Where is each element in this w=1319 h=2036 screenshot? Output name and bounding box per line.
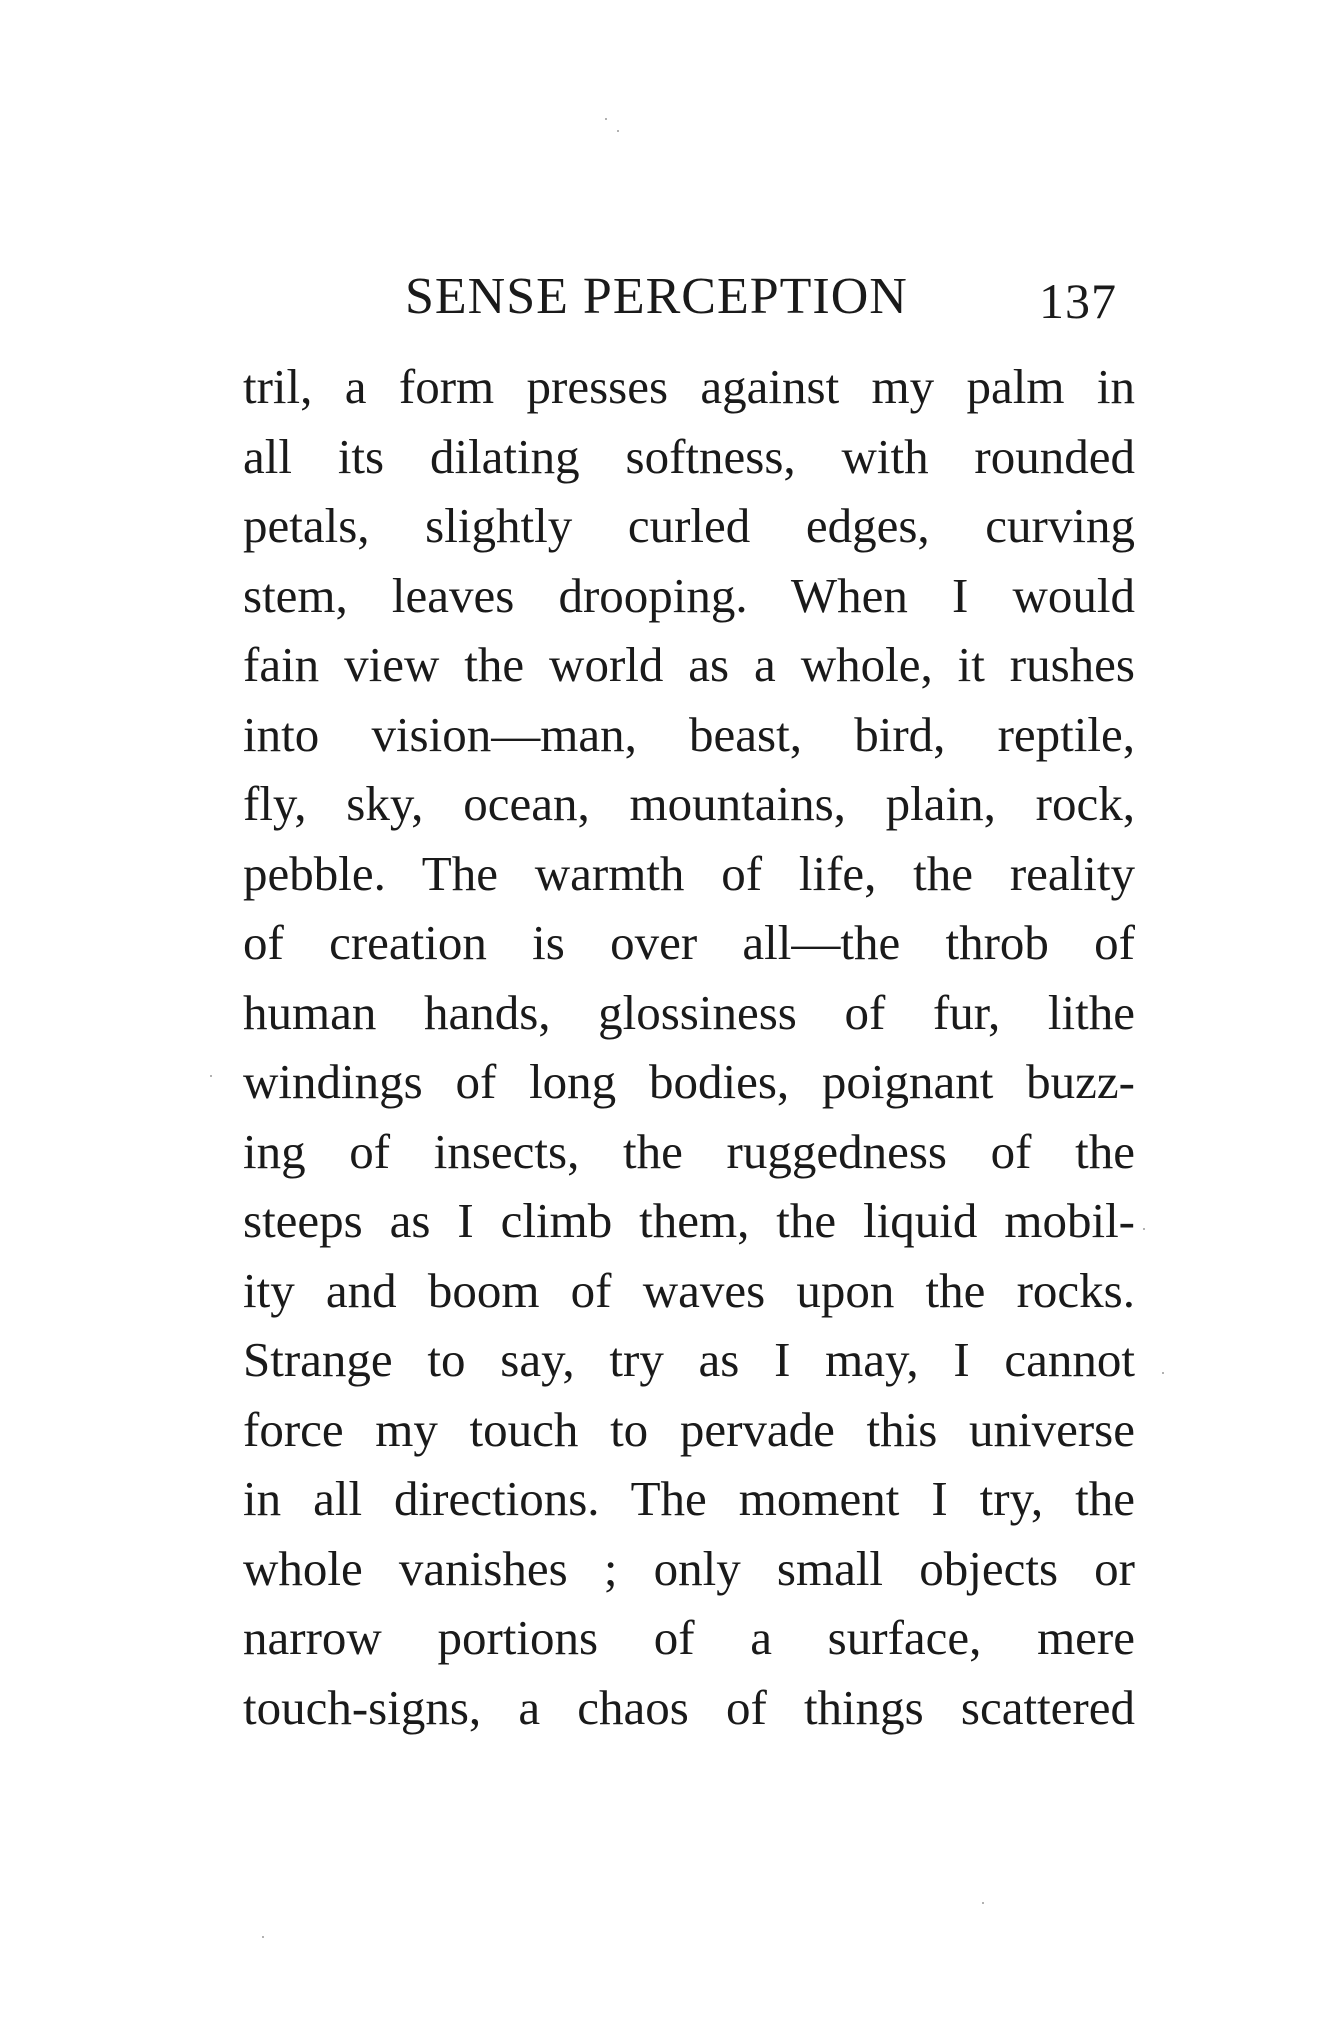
text-line: Strange to say, try as I may, I cannot xyxy=(243,1332,1135,1387)
running-head-title: SENSE PERCEPTION xyxy=(405,268,908,325)
text-line: whole vanishes ; only small objects or xyxy=(243,1540,1135,1596)
text-line: tril, a form presses against my palm in xyxy=(243,359,1135,414)
text-line: into vision—man, beast, bird, reptile, xyxy=(243,706,1135,762)
scan-speck xyxy=(617,130,619,132)
scan-speck xyxy=(605,118,607,120)
text-line: fain view the world as a whole, it rushes xyxy=(243,637,1135,692)
text-line: narrow portions of a surface, mere xyxy=(243,1610,1135,1665)
text-line: human hands, glossiness of fur, lithe xyxy=(243,984,1135,1040)
text-line: force my touch to pervade this universe xyxy=(243,1401,1135,1457)
text-line: ing of insects, the ruggedness of the xyxy=(243,1123,1135,1179)
text-line: stem, leaves drooping. When I would xyxy=(243,567,1135,623)
text-line: all its dilating softness, with rounded xyxy=(243,428,1135,484)
text-line: petals, slightly curled edges, curving xyxy=(243,498,1135,553)
text-line: pebble. The warmth of life, the reality xyxy=(243,845,1135,901)
text-line: windings of long bodies, poignant buzz- xyxy=(243,1054,1135,1109)
text-line: in all directions. The moment I try, the xyxy=(243,1471,1135,1526)
scan-speck xyxy=(262,1936,264,1938)
text-line: touch-signs, a chaos of things scattered xyxy=(243,1679,1135,1735)
page-number: 137 xyxy=(1039,273,1117,329)
running-head xyxy=(405,262,1125,332)
scan-speck xyxy=(1143,1228,1145,1230)
body-text xyxy=(243,352,1135,1742)
text-line: fly, sky, ocean, mountains, plain, rock, xyxy=(243,776,1135,831)
scan-speck xyxy=(982,1902,984,1904)
text-line: ity and boom of waves upon the rocks. xyxy=(243,1262,1135,1318)
text-line: of creation is over all—the throb of xyxy=(243,915,1135,970)
text-line: steeps as I climb them, the liquid mobil- xyxy=(243,1193,1135,1248)
scan-speck xyxy=(210,1075,212,1077)
scan-speck xyxy=(1162,1372,1164,1374)
